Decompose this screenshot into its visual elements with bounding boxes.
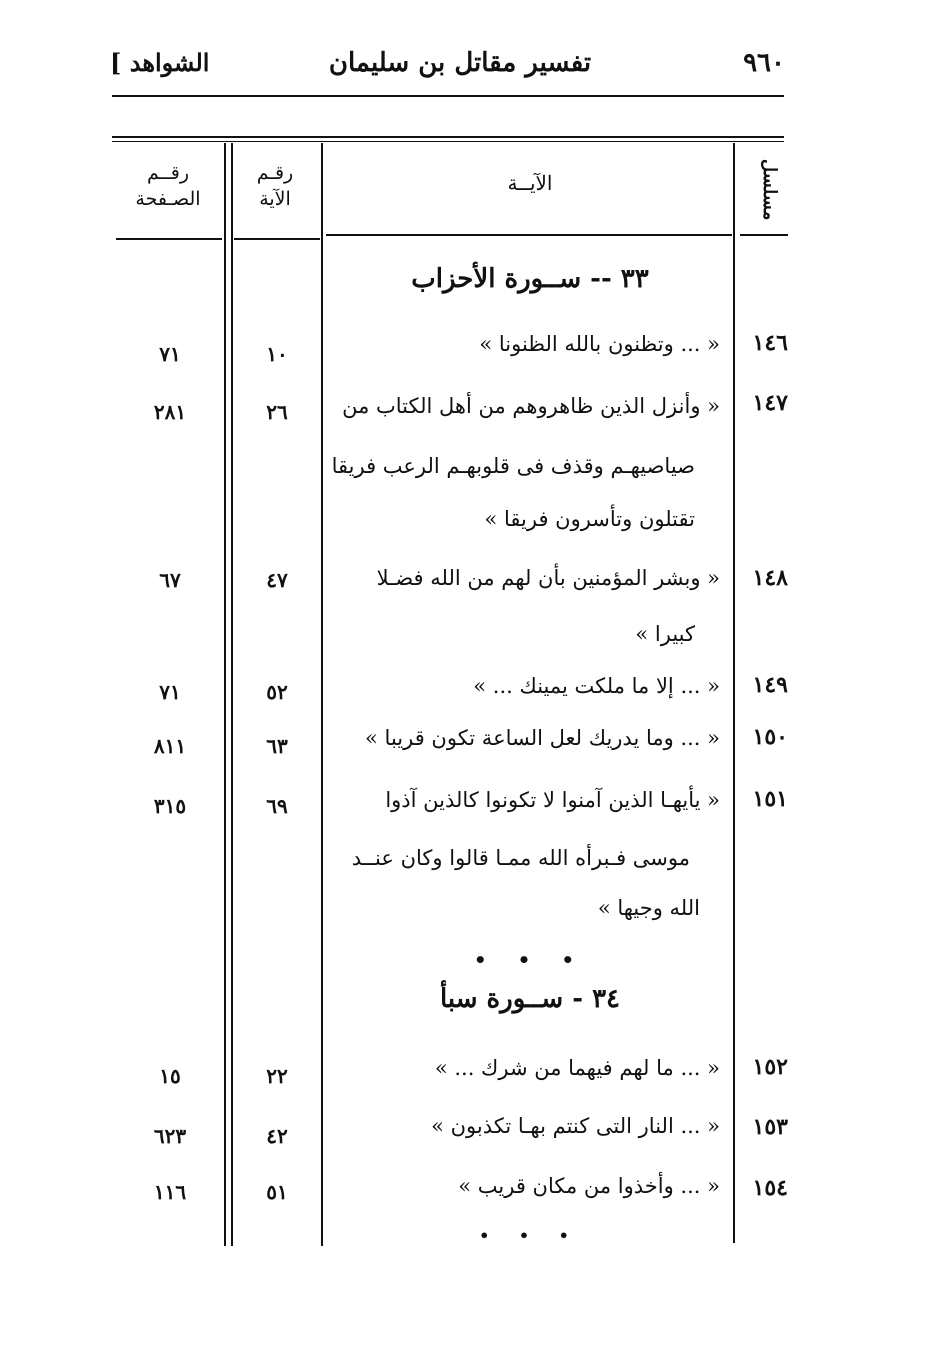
verse-text-151-line1: « يأيهـا الذين آمنوا لا تكونوا كالذين آذوا [385, 788, 720, 812]
verse-number-150: ٦٣ [266, 734, 288, 758]
serial-151: ١٥١ [752, 786, 788, 812]
verse-text-152: « ... ما لهم فيهما من شرك ... » [434, 1056, 720, 1080]
verse-text-148-line1: « وبشر المؤمنين بأن لهم من الله فضـلا [376, 566, 720, 590]
verse-text-147-line3: تقتلون وتأسرون فريقا » [484, 507, 695, 531]
header-rule [112, 95, 784, 97]
verse-number-153: ٤٢ [266, 1124, 288, 1148]
column-divider-page-left [224, 143, 226, 1246]
sura-33-title: ٣٣ -- ســورة الأحزاب [411, 264, 649, 294]
page-number-153: ٦٢٣ [153, 1124, 187, 1148]
verse-number-146: ١٠ [266, 342, 288, 366]
table-top-rule-inner [112, 141, 784, 142]
verse-text-147-line1: « وأنزل الذين ظاهروهم من أهل الكتاب من [342, 394, 720, 418]
page-number-147: ٢٨١ [153, 400, 187, 424]
page-number-149: ٧١ [159, 680, 181, 704]
verse-text-148-line2: كبيرا » [635, 622, 695, 646]
serial-147: ١٤٧ [752, 390, 788, 416]
page-number: ٩٦٠ [743, 48, 785, 78]
header-underline-verse [234, 238, 320, 240]
verse-text-151-line3: الله وجيها » [597, 896, 700, 920]
verse-text-146: « ... وتظنون بالله الظنونا » [479, 332, 720, 356]
header-underline-page [116, 238, 222, 240]
verse-text-154: « ... وأخذوا من مكان قريب » [458, 1174, 720, 1198]
header-underline-text [326, 234, 732, 236]
verse-text-149: « ... إلا ما ملكت يمينك ... » [473, 674, 720, 698]
serial-153: ١٥٣ [752, 1114, 788, 1140]
table-top-rule [112, 136, 784, 138]
verse-text-153: « ... النار التى كنتم بهـا تكذبون » [431, 1114, 720, 1138]
section-separator-33: • • • [473, 948, 587, 972]
page-number-150: ٨١١ [153, 734, 187, 758]
serial-152: ١٥٢ [752, 1054, 788, 1080]
verse-number-151: ٦٩ [266, 794, 288, 818]
verse-number-152: ٢٢ [266, 1064, 288, 1088]
header-verse-number: رقـم الآية [256, 162, 294, 210]
header-verse-text: الآيــة [507, 171, 553, 195]
serial-146: ١٤٦ [752, 330, 788, 356]
header-page-number: رقــم الصـفحة [135, 162, 201, 210]
page-number-146: ٧١ [159, 342, 181, 366]
serial-148: ١٤٨ [752, 565, 788, 591]
verse-text-147-line2: صياصيهـم وقذف فى قلوبهـم الرعب فريقا [331, 454, 695, 478]
header-serial: مسلسل [759, 159, 780, 221]
verse-text-150: « ... وما يدريك لعل الساعة تكون قريبا » [365, 726, 720, 750]
sura-34-title: ٣٤ - ســورة سبأ [439, 984, 621, 1014]
page-number-151: ٣١٥ [153, 794, 187, 818]
page-number-154: ١١٦ [153, 1180, 187, 1204]
verse-number-149: ٥٢ [266, 680, 288, 704]
section-separator-34: • • • [479, 1226, 581, 1245]
page-number-152: ١٥ [159, 1064, 181, 1088]
serial-150: ١٥٠ [752, 724, 788, 750]
verse-number-147: ٢٦ [266, 400, 288, 424]
verse-number-148: ٤٧ [266, 568, 288, 592]
serial-154: ١٥٤ [752, 1175, 788, 1201]
book-title: تفسير مقاتل بن سليمان [328, 48, 592, 78]
verse-text-151-line2: موسى فـبرأه الله ممـا قالوا وكان عنــد [351, 846, 690, 870]
column-divider-serial [733, 143, 735, 1243]
verse-number-154: ٥١ [266, 1180, 288, 1204]
page-number-148: ٦٧ [159, 568, 181, 592]
serial-149: ١٤٩ [752, 672, 788, 698]
header-underline-serial [740, 234, 788, 236]
section-label: [ الشواهد [110, 48, 210, 77]
